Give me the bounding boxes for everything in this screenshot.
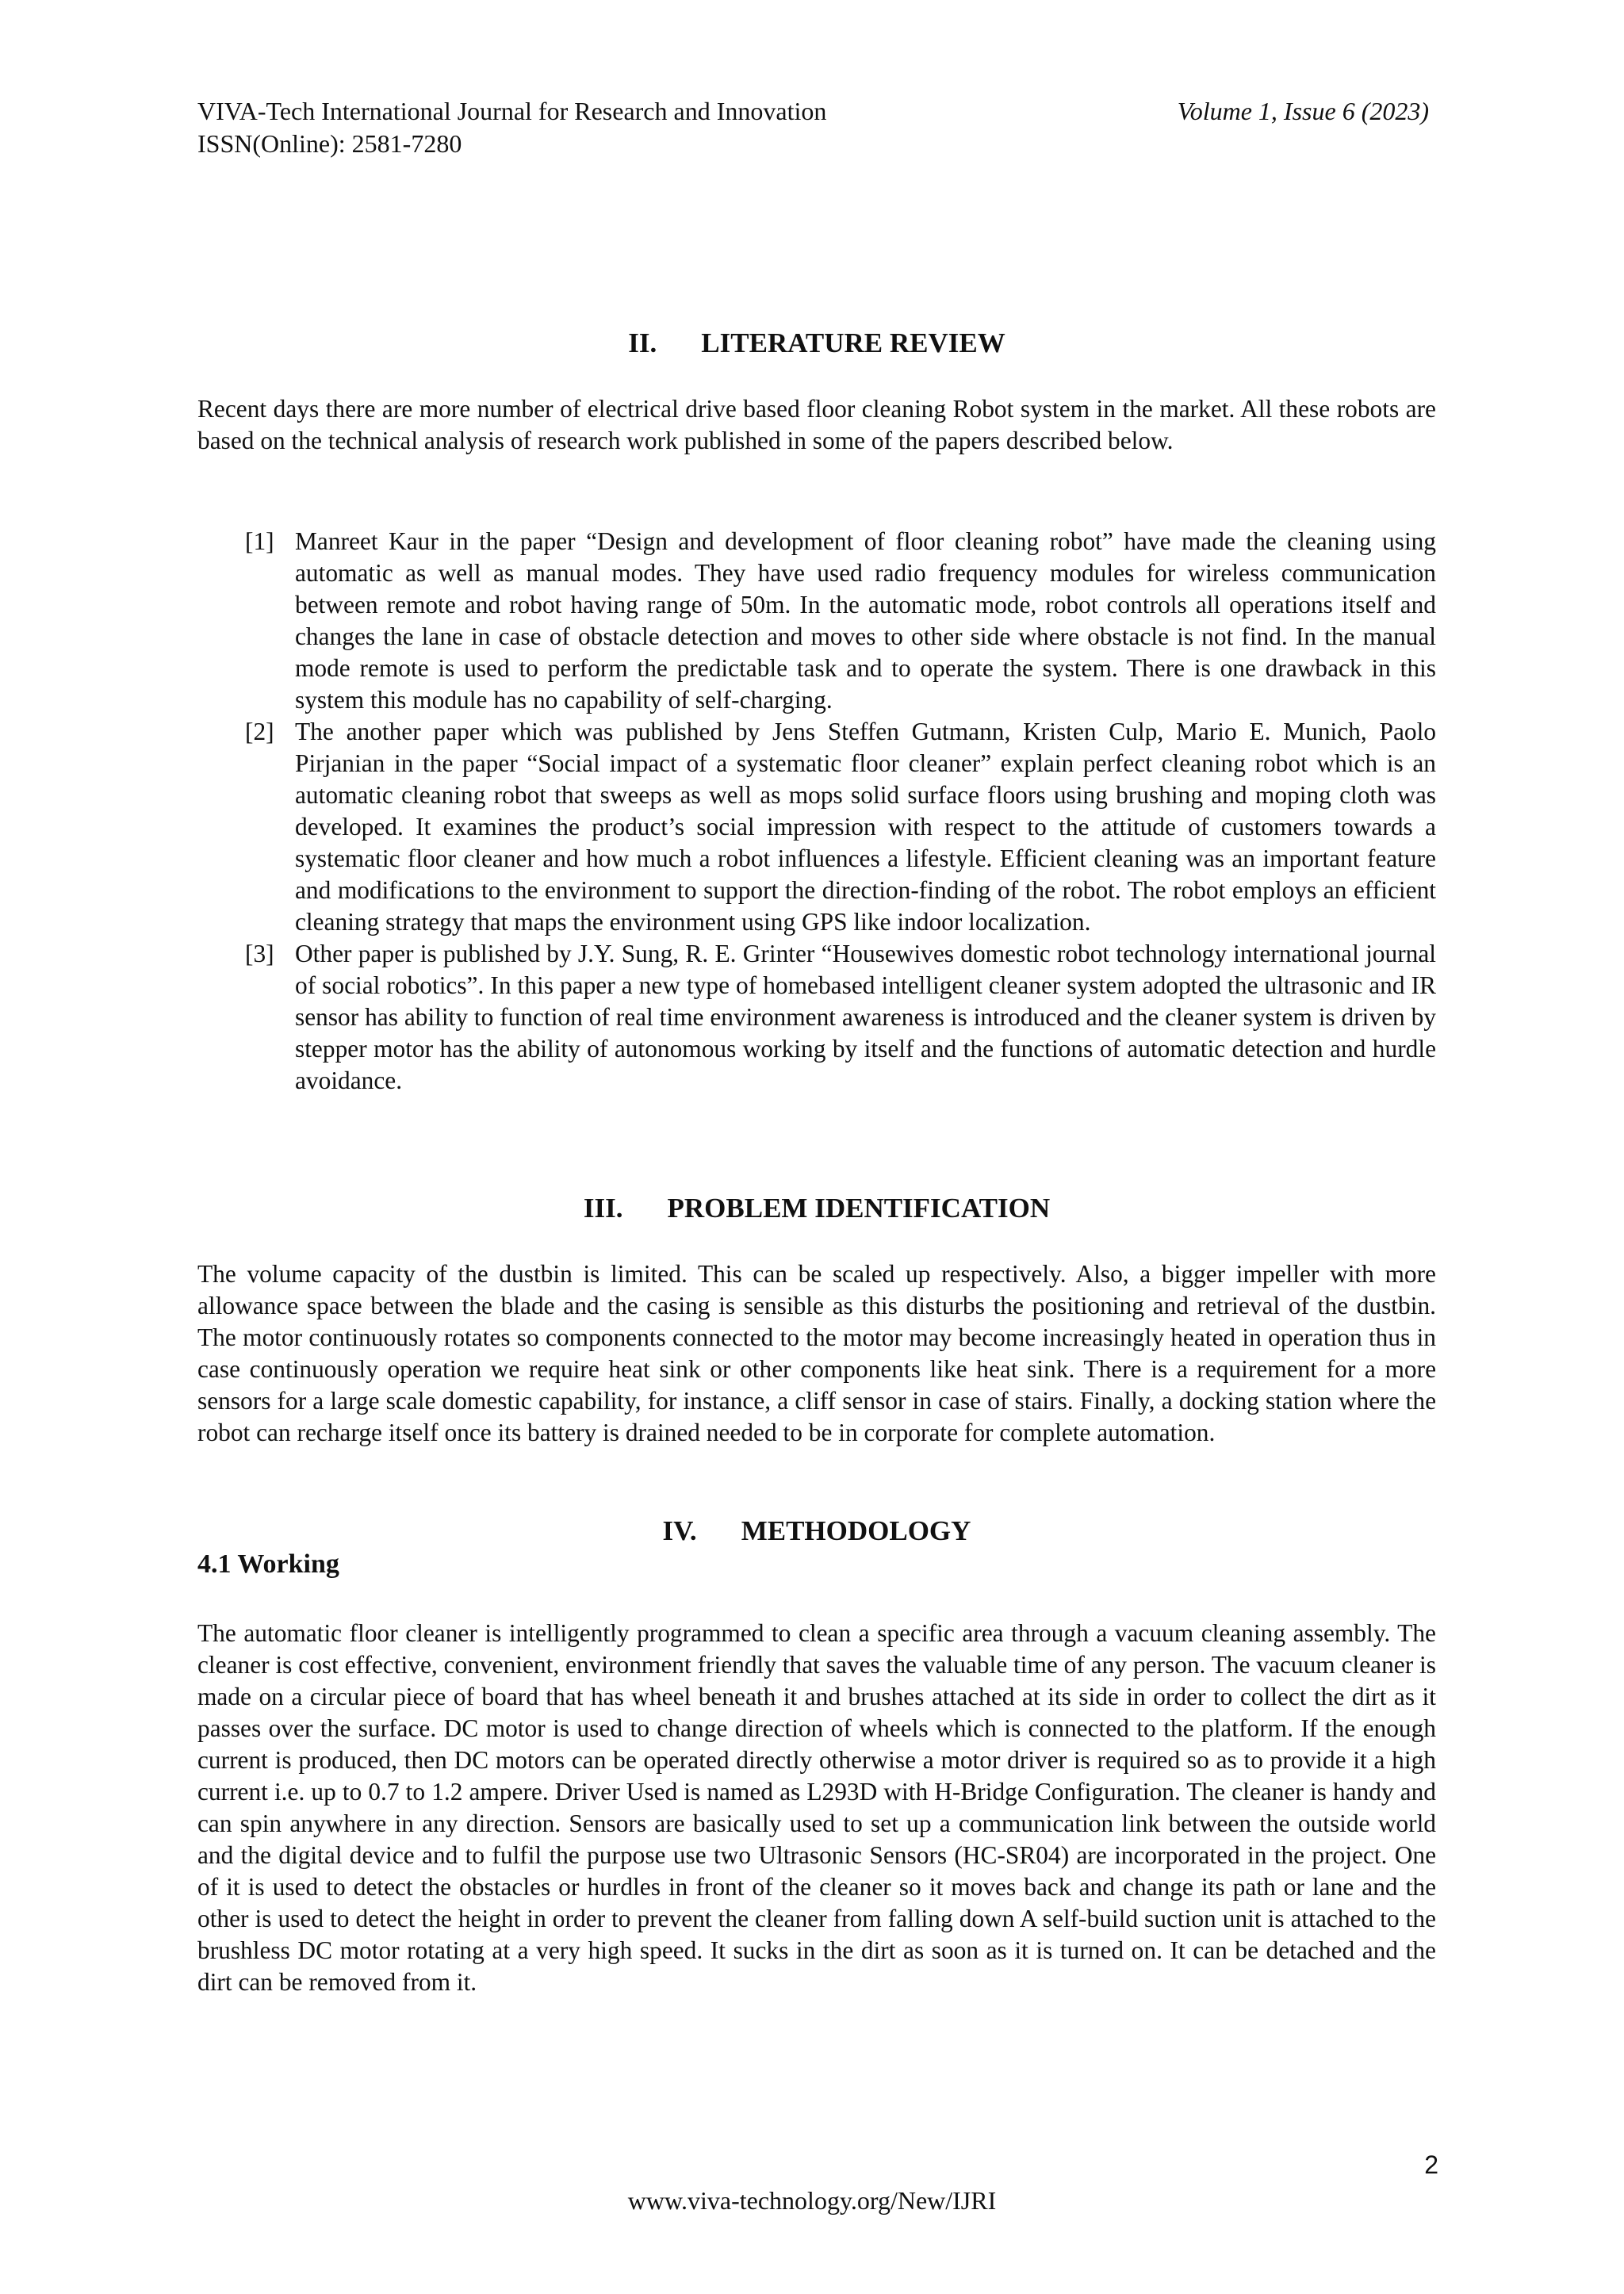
reference-number: [1] xyxy=(245,527,274,555)
section-heading-methodology xyxy=(197,1515,1436,1548)
section-number: II. xyxy=(628,327,657,358)
section-number: III. xyxy=(583,1193,623,1224)
volume-issue: Volume 1, Issue 6 (2023) xyxy=(1177,97,1429,125)
journal-issn: ISSN(Online): 2581-7280 xyxy=(197,129,462,158)
reference-text: Other paper is published by J.Y. Sung, R. E. Grinter “Housewives domestic robot technology international journal of social robotics”. In this paper a new type of homebased intelligent cleaner system adopted the ultrasonic and IR sensor has ability to function of real time environment awareness is introduced and the cleaner system is driven by stepper motor has the ability of autonomous working by itself and the functions of automatic detection and hurdle avoidance. xyxy=(295,940,1436,1094)
journal-name: VIVA-Tech International Journal for Research and Innovation xyxy=(197,97,827,125)
problem-paragraph: The volume capacity of the dustbin is limited. This can be scaled up respectively. Also, a bigger impeller with more allowance space between the blade and the casing is sensible as this disturbs the positioning and retrieval of the dustbin. The motor continuously rotates so components connected to the motor may become increasingly heated in operation thus in case continuously operation we require heat sink or other components like heat sink. There is a requirement for a more sensors for a large scale domestic capability, for instance, a cliff sensor in case of stairs. Finally, a docking station where the robot can recharge itself once its battery is drained needed to be in corporate for complete automation. xyxy=(197,1260,1436,1446)
journal-header xyxy=(197,95,826,160)
reference-item xyxy=(245,716,1436,938)
reference-text: Manreet Kaur in the paper “Design and development of floor cleaning robot” have made the cleaning using automatic as well as manual modes. They have used radio frequency modules for wireless communication between remote and robot having range of 50m. In the automatic mode, robot controls all operations itself and changes the lane in case of obstacle detection and moves to other side where obstacle is not find. In the manual mode remote is used to perform the predictable task and to operate the system. There is one drawback in this system this module has no capability of self-charging. xyxy=(295,527,1436,714)
section-title: PROBLEM IDENTIFICATION xyxy=(667,1193,1051,1224)
reference-number: [3] xyxy=(245,940,274,967)
literature-intro-paragraph: Recent days there are more number of electrical drive based floor cleaning Robot system in the market. All these robots are based on the technical analysis of research work published in some of the papers described below. xyxy=(197,395,1436,454)
subsection-heading-working: 4.1 Working xyxy=(197,1549,339,1579)
footer-url: www.viva-technology.org/New/IJRI xyxy=(627,2186,997,2215)
reference-number: [2] xyxy=(245,718,274,745)
section-heading-problem-identification xyxy=(197,1192,1436,1225)
section-title: METHODOLOGY xyxy=(741,1515,971,1546)
methodology-paragraph: The automatic floor cleaner is intelligently programmed to clean a specific area through a vacuum cleaning assembly. The cleaner is cost effective, convenient, environment friendly that saves the valuable time of any person. The vacuum cleaner is made on a circular piece of board that has wheel beneath it and brushes attached at its side in order to collect the dirt as it passes over the surface. DC motor is used to change direction of wheels which is connected to the platform. If the enough current is produced, then DC motors can be operated directly otherwise a motor driver is required so as to provide it a high current i.e. up to 0.7 to 1.2 ampere. Driver Used is named as L293D with H-Bridge Configuration. The cleaner is handy and can spin anywhere in any direction. Sensors are basically used to set up a communication link between the outside world and the digital device and to fulfil the purpose use two Ultrasonic Sensors (HC-SR04) are incorporated in the project. One of it is used to detect the obstacles or hurdles in front of the cleaner so it moves back and change its path or lane and the other is used to detect the height in order to prevent the cleaner from falling down A self-build suction unit is attached to the brushless DC motor rotating at a very high speed. It sucks in the dirt as soon as it is turned on. It can be detached and the dirt can be removed from it. xyxy=(197,1619,1436,1996)
section-number: IV. xyxy=(662,1515,697,1546)
reference-item xyxy=(245,526,1436,716)
reference-list xyxy=(245,526,1436,1097)
section-title: LITERATURE REVIEW xyxy=(701,327,1005,358)
reference-text: The another paper which was published by Jens Steffen Gutmann, Kristen Culp, Mario E. Munich, Paolo Pirjanian in the paper “Social impact of a systematic floor cleaner” explain perfect cleaning robot which is an automatic cleaning robot that sweeps as well as mops solid surface floors using brushing and moping cloth was developed. It examines the product’s social impression with respect to the attitude of customers towards a systematic floor cleaner and how much a robot influences a lifestyle. Efficient cleaning was an important feature and modifications to the environment to support the direction-finding of the robot. The robot employs an efficient cleaning strategy that maps the environment using GPS like indoor localization. xyxy=(295,718,1436,936)
reference-item xyxy=(245,938,1436,1097)
page-number: 2 xyxy=(1424,2150,1438,2179)
section-heading-literature-review xyxy=(197,327,1436,360)
